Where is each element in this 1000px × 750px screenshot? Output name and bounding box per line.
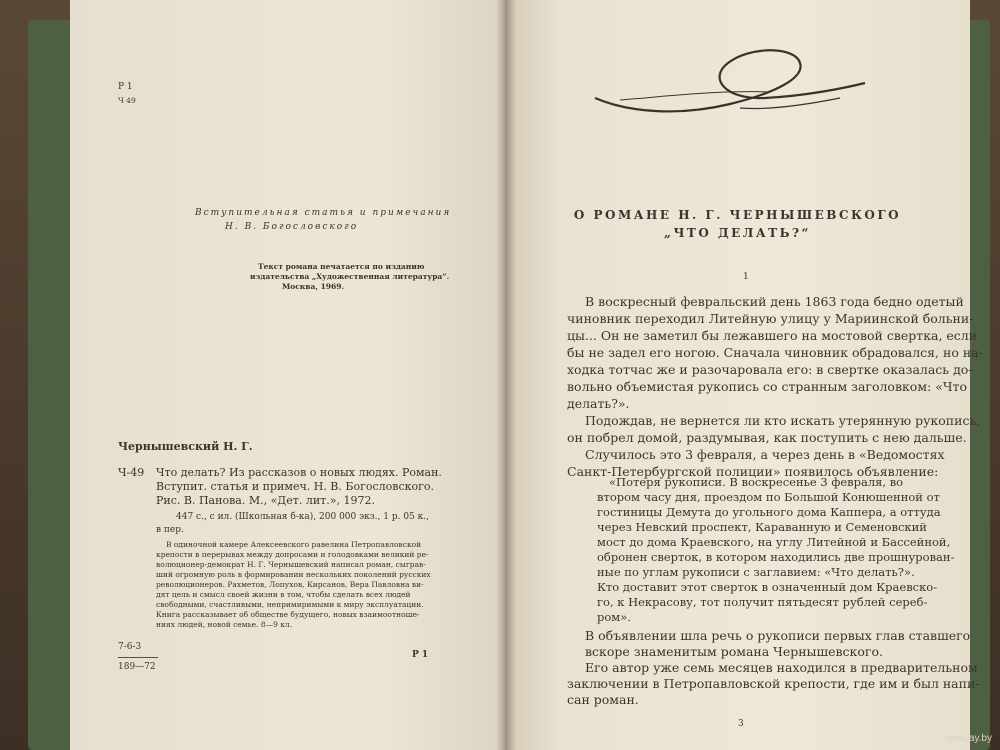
paragraph-line: чиновник переходил Литейную улицу у Мариинской больни-	[567, 311, 974, 326]
paragraph-line: В воскресный февральский день 1863 года бедно одетый	[585, 294, 964, 309]
catalog-meta-1: 447 с., с ил. (Школьная б-ка), 200 000 экз., 1 р. 05 к.,	[176, 512, 429, 522]
chapter-heading-2: „ЧТО ДЕЛАТЬ?“	[664, 226, 811, 240]
quote-line: мост до дома Краевского, на углу Литейной и Бассейной,	[597, 535, 951, 549]
paragraph-line: ходка тотчас же и разочаровала его: в свертке оказалась до-	[567, 362, 973, 377]
quote-line: ром».	[597, 610, 631, 624]
paragraph-line: бы не задел его ногою. Сначала чиновник обрадовался, но на-	[567, 345, 983, 360]
paragraph-line: вольно объемистая рукопись со странным заголовком: «Что	[567, 379, 967, 394]
left-page	[70, 0, 505, 750]
quote-line: го, к Некрасову, тот получит пятьдесят рублей сереб-	[597, 595, 928, 609]
annotation-line: Книга рассказывает об обществе будущего, новых взаимоотноше-	[156, 610, 420, 619]
watermark: www.ay.by	[944, 733, 992, 744]
closing-line: вскоре знаменитым романа Чернышевского.	[585, 644, 883, 659]
catalog-line-2: Вступит. статья и примеч. Н. В. Богословского.	[156, 480, 434, 493]
quote-line: обронен сверток, в котором находились две прошнурован-	[597, 550, 955, 564]
annotation-line: В одиночной камере Алексеевского равелина Петропавловской	[166, 540, 422, 549]
section-number: 1	[743, 272, 749, 282]
annotation-line: революционеров. Рахметов, Лопухов, Кирсанов, Вера Павловна ви-	[156, 580, 424, 589]
catalog-line-3: Рис. В. Панова. М., «Дет. лит.», 1972.	[156, 494, 375, 507]
closing-line: В объявлении шла речь о рукописи первых глав ставшего	[585, 628, 971, 643]
paragraph-line: Санкт-Петербургской полиции» появилось объявление:	[567, 464, 939, 479]
paragraph-line: Случилось это 3 февраля, а через день в «Ведомостях	[585, 447, 945, 462]
bottom-code: Р 1	[412, 650, 429, 660]
source-line-2: издательства „Художественная литература“.	[250, 272, 450, 281]
paragraph-line: делать?».	[567, 396, 630, 411]
page-number: 3	[738, 719, 744, 729]
quote-line: гостиницы Демута до угольного дома Каппера, а оттуда	[597, 505, 941, 519]
paragraph-line: цы... Он не заметил бы лежавшего на мостовой свертка, если	[567, 328, 978, 343]
quote-line: ные по углам рукописи с заглавием: «Что делать?».	[597, 565, 915, 579]
catalog-meta-2: в пер.	[156, 525, 184, 535]
right-page	[505, 0, 983, 750]
annotation-line: ниях людей, новой семье. 8—9 кл.	[156, 620, 293, 629]
annotation-line: дят цель и смысл своей жизни в том, чтобы сделать всех людей	[156, 590, 411, 599]
catalog-author: Чернышевский Н. Г.	[118, 440, 253, 453]
ornament-flourish-icon	[590, 38, 870, 128]
source-line-3: Москва, 1969.	[282, 282, 345, 291]
annotation-line: ший огромную роль в формировании нескольких поколений русских	[156, 570, 431, 579]
annotation-line: волюционер-демократ Н. Г. Чернышевский написал роман, сыграв-	[156, 560, 426, 569]
annotation-line: крепости в перерывах между допросами и голодовками великий ре-	[156, 550, 429, 559]
paragraph-line: он побрел домой, раздумывая, как поступить с нею дальше.	[567, 430, 967, 445]
annotation-line: свободными, счастливыми, непримиримыми к миру эксплуатации.	[156, 600, 424, 609]
source-line-1: Текст романа печатается по изданию	[258, 262, 425, 271]
catalog-line-1: Что делать? Из рассказов о новых людях. Роман.	[156, 466, 442, 479]
closing-line: сан роман.	[567, 692, 639, 707]
catalog-code: Ч-49	[118, 466, 145, 479]
code-sub: Ч 49	[118, 96, 136, 105]
class-code-2: 189—72	[118, 662, 156, 672]
paragraph-line: Подождав, не вернется ли кто искать утерянную рукопись,	[585, 413, 981, 428]
book-gutter	[496, 0, 516, 750]
quote-line: Кто доставит этот сверток в означенный дом Краевско-	[597, 580, 938, 594]
closing-line: Его автор уже семь месяцев находился в предварительном	[585, 660, 978, 675]
quote-line: «Потеря рукописи. В воскресенье 3 февраля, во	[609, 475, 904, 489]
closing-line: заключении в Петропавловской крепости, где им и был напи-	[567, 676, 980, 691]
intro-line-2: Н. В. Богословского	[225, 222, 359, 232]
divider	[118, 657, 158, 658]
quote-line: через Невский проспект, Караванную и Семеновский	[597, 520, 927, 534]
class-code-1: 7-6-3	[118, 642, 142, 652]
code-top: Р 1	[118, 82, 133, 92]
chapter-heading-1: О РОМАНЕ Н. Г. ЧЕРНЫШЕВСКОГО	[573, 208, 902, 222]
quote-line: втором часу дня, проездом по Большой Конюшенной от	[597, 490, 940, 504]
intro-line-1: Вступительная статья и примечания	[195, 208, 452, 218]
